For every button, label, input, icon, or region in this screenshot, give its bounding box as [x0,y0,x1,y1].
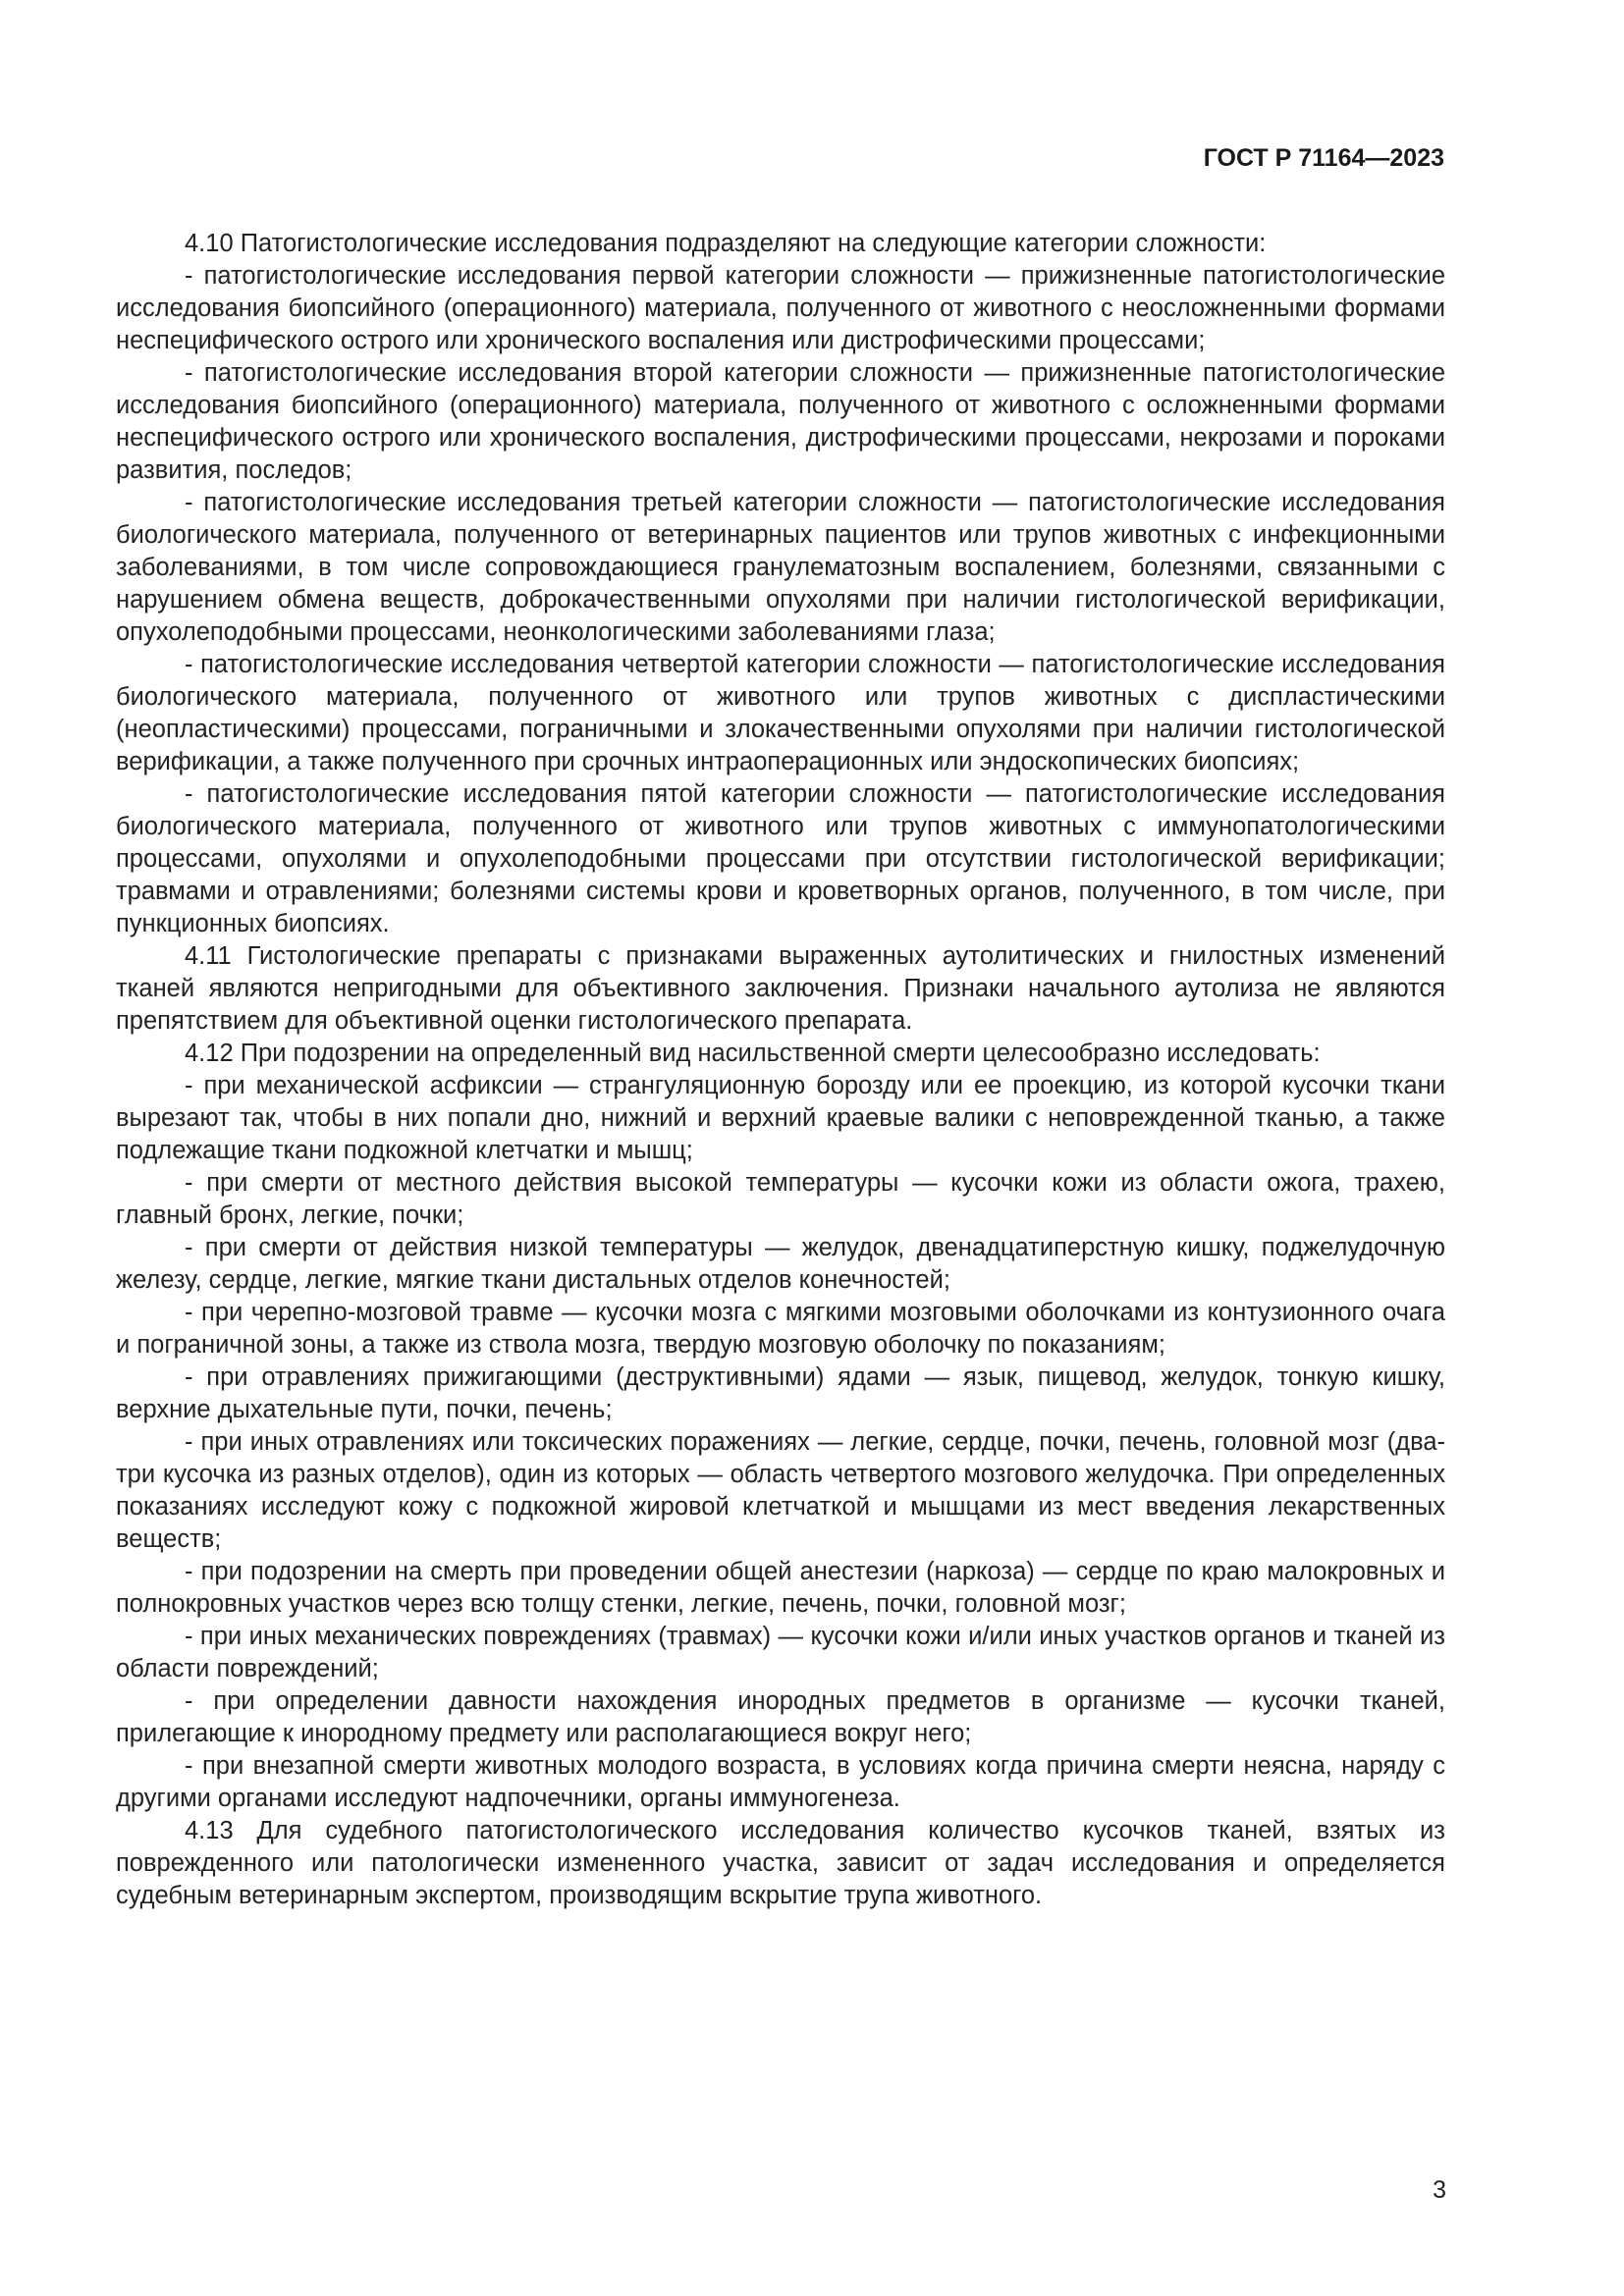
page-number: 3 [1433,2176,1446,2204]
list-item-category-2: - патогистологические исследования второй категории сложности — прижизненные патогистологические исследования биопсийного (операционного) материала, полученного от животного с осложненными формами неспецифического острого или хронического воспаления, дистрофическими процессами, некрозами и пороками развития, последов; [116,359,1445,484]
list-item-high-temperature: - при смерти от местного действия высокой температуры — кусочки кожи из области ожога, трахею, главный бронх, легкие, почки; [116,1169,1445,1229]
list-item-asphyxia: - при механической асфиксии — странгуляционную борозду или ее проекцию, из которой кусочки ткани вырезают так, чтобы в них попали дно, нижний и верхний краевые валики с неповрежденной тканью, а также подлежащие ткани подкожной клетчатки и мышц; [116,1072,1445,1164]
list-item-foreign-objects: - при определении давности нахождения инородных предметов в организме — кусочки тканей, прилегающие к инородному предмету или располагающиеся вокруг него; [116,1687,1445,1747]
list-item-category-3: - патогистологические исследования третьей категории сложности — патогистологические исследования биологического материала, полученного от ветеринарных пациентов или трупов животных с инфекционными заболеваниями, в том числе сопровождающиеся гранулематозным воспалением, болезнями, связанными с нарушением обмена веществ, доброкачественными опухолями при наличии гистологической верификации, опухолеподобными процессами, неонкологическими заболеваниями глаза; [116,489,1445,646]
paragraph-4-11: 4.11 Гистологические препараты с признаками выраженных аутолитических и гнилостных изменений тканей являются непригодными для объективного заключения. Признаки начального аутолиза не являются препятствием для объективной оценки гистологического препарата. [116,942,1445,1035]
list-item-category-4: - патогистологические исследования четвертой категории сложности — патогистологические исследования биологического материала, полученного от животного или трупов животных с диспластическими (неопластическими) процессами, пограничными и злокачественными опухолями при наличии гистологической верификации, а также полученного при срочных интраоперационных или эндоскопических биопсиях; [116,651,1445,775]
list-item-head-trauma: - при черепно-мозговой травме — кусочки мозга с мягкими мозговыми оболочками из контузионного очага и пограничной зоны, а также из ствола мозга, твердую мозговую оболочку по показаниям; [116,1299,1445,1359]
list-item-caustic-poisons: - при отравлениях прижигающими (деструктивными) ядами — язык, пищевод, желудок, тонкую кишку, верхние дыхательные пути, почки, печень; [116,1363,1445,1423]
paragraph-4-13: 4.13 Для судебного патогистологического исследования количество кусочков тканей, взятых из поврежденного или патологически измененного участка, зависит от задач исследования и определяется судебным ветеринарным экспертом, производящим вскрытие трупа животного. [116,1817,1445,1909]
list-item-low-temperature: - при смерти от действия низкой температуры — желудок, двенадцатиперстную кишку, поджелудочную железу, сердце, легкие, мягкие ткани дистальных отделов конечностей; [116,1234,1445,1294]
paragraph-4-10: 4.10 Патогистологические исследования подразделяют на следующие категории сложности: [185,230,1267,257]
list-item-category-5: - патогистологические исследования пятой категории сложности — патогистологические исследования биологического материала, полученного от животного или трупов животных с иммунопатологическими процессами, опухолями и опухолеподобными процессами при отсутствии гистологической верификации; травмами и отравлениями; болезнями системы крови и кроветворных органов, полученного, в том числе, при пункционных биопсиях. [116,780,1445,937]
list-item-mechanical-injuries: - при иных механических повреждениях (травмах) — кусочки кожи и/или иных участков органов и тканей из области повреждений; [116,1623,1445,1682]
paragraph-4-12: 4.12 При подозрении на определенный вид насильственной смерти целесообразно исследовать: [185,1040,1321,1067]
list-item-sudden-death-young: - при внезапной смерти животных молодого возраста, в условиях когда причина смерти неясна, наряду с другими органами исследуют надпочечники, органы иммуногенеза. [116,1752,1445,1812]
document-header: ГОСТ Р 71164—2023 [1203,144,1444,172]
document-body [116,228,1445,1912]
list-item-anesthesia: - при подозрении на смерть при проведении общей анестезии (наркоза) — сердце по краю малокровных и полнокровных участков через всю толщу стенки, легкие, печень, почки, головной мозг; [116,1558,1445,1618]
list-item-category-1: - патогистологические исследования первой категории сложности — прижизненные патогистологические исследования биопсийного (операционного) материала, полученного от животного с неосложненными формами неспецифического острого или хронического воспаления или дистрофическими процессами; [116,262,1445,354]
list-item-other-poisoning: - при иных отравлениях или токсических поражениях — легкие, сердце, почки, печень, головной мозг (два-три кусочка из разных отделов), один из которых — область четвертого мозгового желудочка. При определенных показаниях исследуют кожу с подкожной жировой клетчаткой и мышцами из мест введения лекарственных веществ; [116,1428,1445,1553]
